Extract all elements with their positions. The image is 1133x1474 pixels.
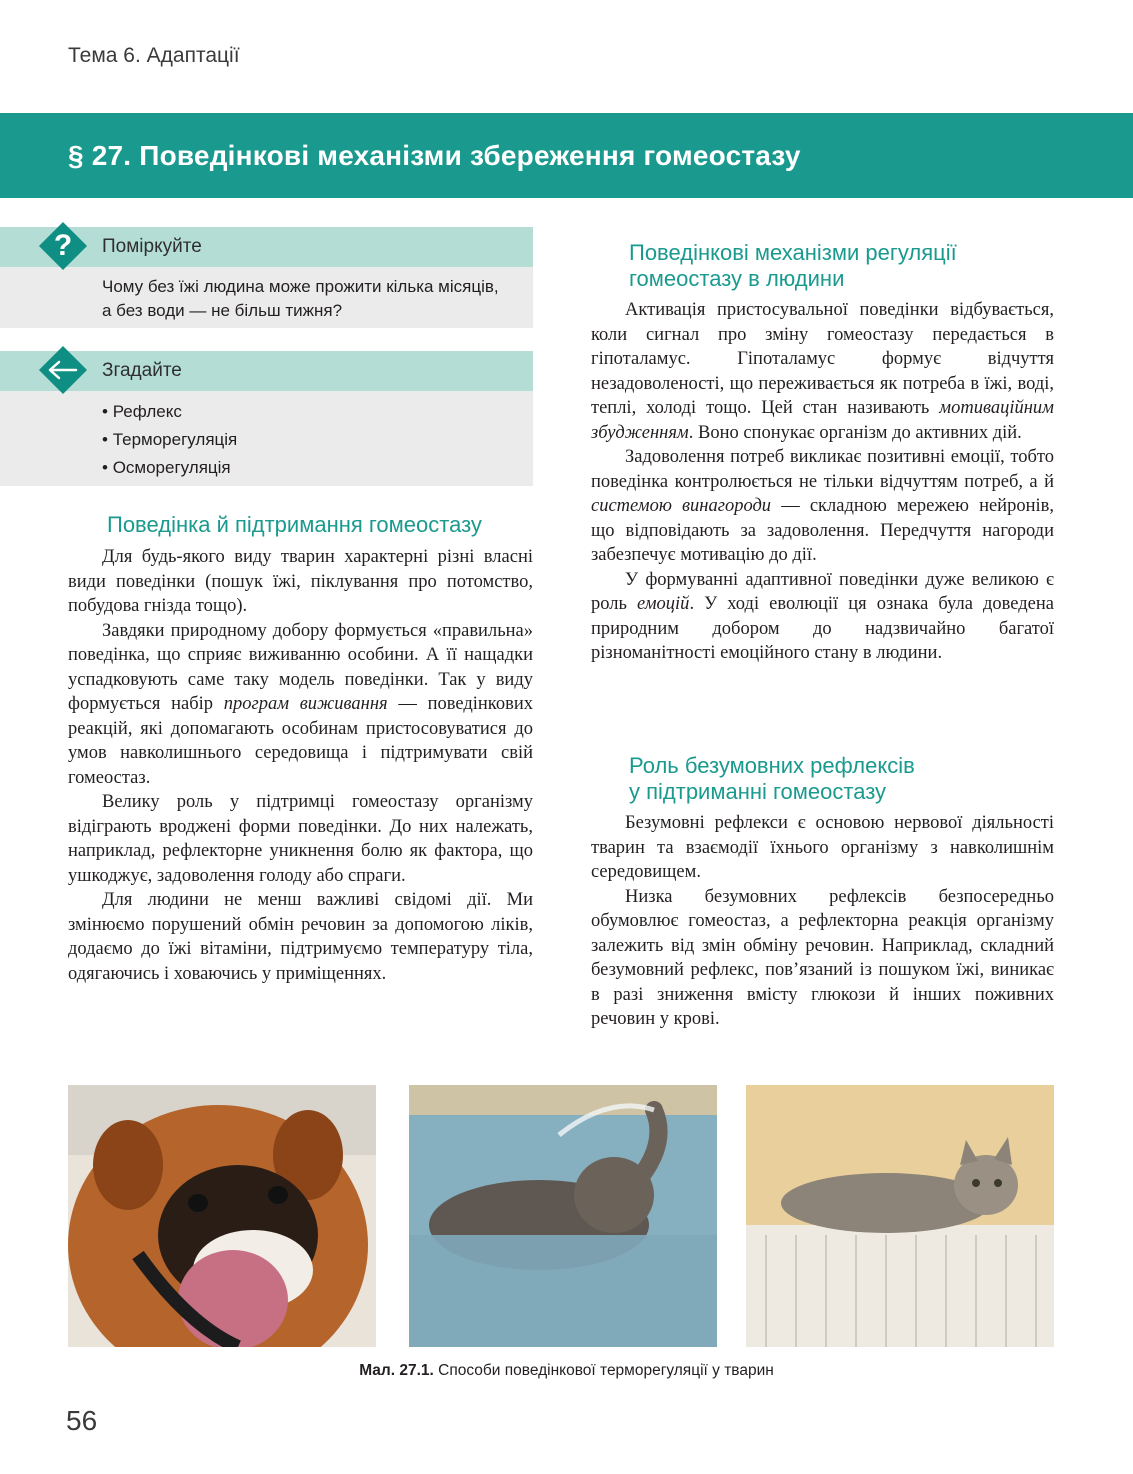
think-box-label: Поміркуйте <box>102 236 202 257</box>
recall-item: • Рефлекс <box>102 398 237 426</box>
figure-caption: Мал. 27.1. Способи поведінкової терморегуляції у тварин <box>359 1362 774 1379</box>
paragraph: Завдяки природному добору формується «правильна» поведінка, що сприяє виживанню особини. А її нащадки успадковують саме таку модель поведінки. Так у виду формується набір програм виживання — поведінкових реакцій, які допомагають особинам пристосовуватися до умов навколишнього середовища і підтримувати свій гомеостаз. <box>68 620 533 788</box>
title-bar <box>0 113 1133 198</box>
paragraph: Низка безумовних рефлексів безпосередньо обумовлює гомеостаз, а рефлекторна реакція організму залежить від змін обміну речовин. Наприклад, складний безумовний рефлекс, пов’язаний із пошуком їжі, виникає в разі зниження вмісту глюкози й інших поживних речовин у крові. <box>591 886 1054 1029</box>
photo-dog <box>68 1085 376 1347</box>
page-number: 56 <box>66 1405 98 1436</box>
arrow-left-icon <box>38 345 88 395</box>
section-title-behavior: Поведінка й підтримання гомеостазу <box>107 512 482 537</box>
recall-item: • Осморегуляція <box>102 454 237 482</box>
right-column-text-2 <box>591 811 1054 1032</box>
recall-item: • Терморегуляція <box>102 426 237 454</box>
section-title-reflexes: Роль безумовних рефлексів у підтриманні гомеостазу <box>629 753 915 804</box>
running-header: Тема 6. Адаптації <box>68 44 240 67</box>
paragraph: Задоволення потреб викликає позитивні емоції, тобто поведінка контролюється не тільки відчуттям потреб, а й системою винагороди — складною мережею нейронів, що відповідають за задоволення. Передчуття нагороди забезпечує мотивацію до дії. <box>591 447 1054 565</box>
think-box-question: Чому без їжі людина може прожити кілька місяців, а без води — не більш тижня? <box>102 277 499 320</box>
recall-box-body <box>0 391 533 486</box>
recall-box-label: Згадайте <box>102 360 182 381</box>
paragraph: Для будь-якого виду тварин характерні різні власні види поведінки (пошук їжі, піклування про потомство, побудова гнізда тощо). <box>68 547 533 616</box>
paragraph: Для людини не менш важливі свідомі дії. Ми змінюємо порушений обмін речовин за допомогою ліків, додаємо до їжі вітаміни, підтримуємо температуру тіла, одягаючись і ховаючись у приміщеннях. <box>68 890 533 984</box>
page-title: § 27. Поведінкові механізми збереження гомеостазу <box>68 140 801 171</box>
paragraph: Безумовні рефлекси є основою нервової діяльності тварин та взаємодії їхнього організму з навколишнім середовищем. <box>591 813 1054 882</box>
right-column-text-1 <box>591 298 1054 666</box>
recall-list <box>102 398 237 482</box>
question-icon: ? <box>53 229 73 262</box>
paragraph: Велику роль у підтримці гомеостазу організму відіграють вроджені форми поведінки. До них належать, наприклад, рефлекторне уникнення болю як фактора, що ушкоджує, задоволення голоду або спраги. <box>68 792 533 886</box>
photo-elephant <box>409 1085 717 1347</box>
left-column-text <box>68 545 533 986</box>
paragraph: Активація пристосувальної поведінки відбувається, коли сигнал про зміну гомеостазу передається в гіпоталамус. Гіпоталамус формує відчуття незадоволеності, що переживається як потреба в їжі, воді, теплі, холоді тощо. Цей стан називають мотиваційним збудженням. Воно спонукає організм до активних дій. <box>591 300 1054 443</box>
paragraph: У формуванні адаптивної поведінки дуже великою є роль емоцій. У ході еволюції ця ознака була доведена природним добором до надзвичайно багатої різноманітності емоційного стану в людини. <box>591 569 1054 663</box>
section-title-human-mechanisms: Поведінкові механізми регуляції гомеостазу в людини <box>629 240 957 291</box>
photo-cat <box>746 1085 1054 1347</box>
